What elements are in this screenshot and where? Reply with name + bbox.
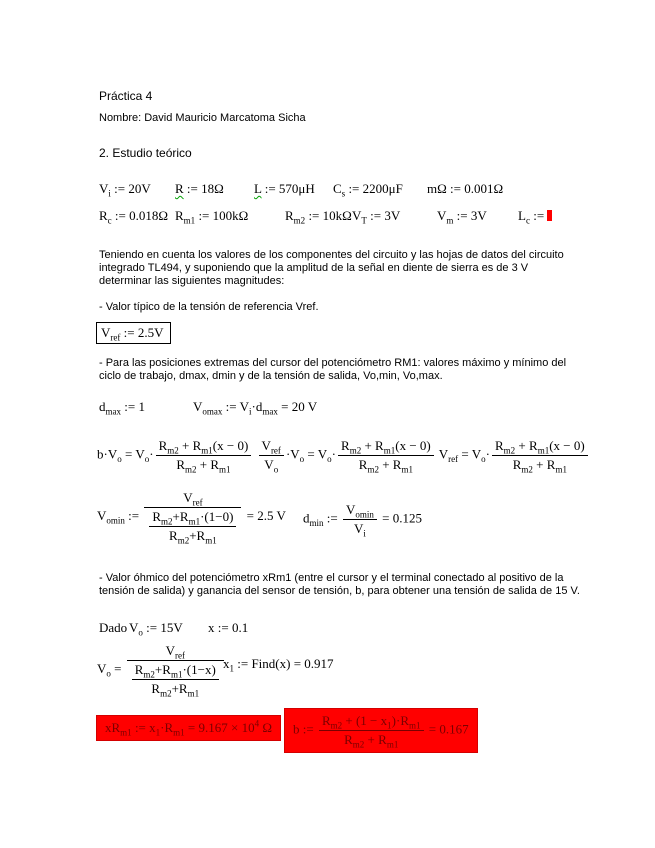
definition-cs[interactable]: $C_s$ := 2200μF — [333, 181, 403, 199]
dado-vo[interactable]: $V_o$ := 15V — [129, 620, 183, 638]
fraction: $\frac{R_{m2} + R_{m1}(x - 0)}{R_{m2} + R_{m1}}$ — [492, 438, 588, 473]
author-name: Nombre: David Mauricio Marcatoma Sicha — [99, 112, 306, 124]
definition-l[interactable]: L := 570μH — [254, 181, 315, 196]
vref-result-box[interactable]: $V_{ref}$ := 2.5V — [96, 322, 171, 344]
fraction: $\frac{R_{m2} + R_{m1}(x - 0)}{R_{m2} + R_{m1}}$ — [338, 438, 434, 473]
equation-b-vo-chain[interactable]: $b\cdot V_o = V_o\cdot$ $\frac{R_{m2} + R_{m1}(x - 0)}{R_{m2} + R_{m1}}$ $\frac{V_{ref}}{V_o}$ $\cdot V_o = V_o\cdot$ $\frac{R_{m2} + R_{m1}(x - 0)}{R_{m2} + R_{m1}}$ $V_{ref} = V_o\cdot$ $\frac{R_{m2} + R_{m1}(x - 0)}{R_{m2} + R_{m1}}$ — [97, 438, 590, 473]
definition-vt[interactable]: $V_T$ := 3V — [352, 208, 401, 226]
bullet-xrm1: - Valor óhmico del potenciómetro xRm1 (entre el cursor y el terminal conectado al positivo de la tensión de salida) y ganancia del sensor de tensión, b, para obtener una tensión de salida de 15 V. — [99, 572, 580, 597]
equation-vo-solve[interactable]: $V_o$ = $\frac{V_{ref}}{\frac{R_{m2}+R_{m1}\cdot(1-x)}{R_{m2}+R_{m1}}}$ — [97, 643, 226, 697]
fraction: $\frac{R_{m2} + R_{m1}(x - 0)}{R_{m2} + R_{m1}}$ — [156, 438, 252, 473]
page-title: Práctica 4 — [99, 89, 153, 103]
fraction: $\frac{V_{ref}}{\frac{R_{m2}+R_{m1}\cdot(1-x)}{R_{m2}+R_{m1}}}$ — [127, 643, 224, 697]
dado-x[interactable]: x := 0.1 — [208, 620, 249, 635]
equation-vomax[interactable]: $V_{omax}$ := $V_i\cdot d_{max} = 20$ V — [193, 399, 318, 417]
result-xrm1-highlight[interactable]: $xR_{m1}$ := $x_1\cdot R_{m1} = 9.167 \times 10^4$ Ω — [96, 715, 281, 741]
empty-placeholder[interactable] — [547, 210, 552, 221]
fraction: $\frac{V_{ref}}{\frac{R_{m2}+R_{m1}\cdot(1-0)}{R_{m2}+R_{m1}}}$ — [144, 490, 241, 544]
fraction: $\frac{R_{m2}+R_{m1}\cdot(1-0)}{R_{m2}+R_{m1}}$ — [149, 509, 236, 544]
definition-mohm[interactable]: mΩ := 0.001Ω — [427, 181, 504, 196]
bullet-vref: - Valor típico de la tensión de referencia Vref. — [99, 301, 319, 313]
definition-vi[interactable]: $V_i$ := 20V — [99, 181, 151, 199]
dado-keyword: Dado — [99, 620, 128, 635]
fraction: $\frac{R_{m2} + (1 - x_1)\cdot R_{m1}}{R_{m2} + R_{m1}}$ — [319, 713, 424, 748]
definition-lc-incomplete[interactable]: $L_c$ := — [518, 208, 552, 224]
definition-r[interactable]: R := 18Ω — [175, 181, 224, 196]
fraction: $\frac{V_{ref}}{V_o}$ — [259, 438, 284, 473]
equation-x1-find[interactable]: $x_1$ := Find(x) = 0.917 — [223, 656, 334, 674]
intro-paragraph: Teniendo en cuenta los valores de los componentes del circuito y las hojas de datos del circuito integrado TL494, y suponiendo que la amplitud de la señal en diente de sierra es de 3 V determinar las siguientes magnitudes: — [99, 249, 564, 287]
fraction: $\frac{R_{m2}+R_{m1}\cdot(1-x)}{R_{m2}+R_{m1}}$ — [132, 662, 219, 697]
section-heading: 2. Estudio teórico — [99, 146, 192, 160]
equation-dmin[interactable]: $d_{min}$ := $\frac{V_{omin}}{V_i}$ = 0.125 — [303, 502, 422, 539]
definition-rm2[interactable]: $R_{m2}$ := 10kΩ — [285, 208, 352, 226]
definition-rc[interactable]: $R_c$ := 0.018Ω — [99, 208, 169, 226]
equation-vomin[interactable]: $V_{omin}$ := $\frac{V_{ref}}{\frac{R_{m2}+R_{m1}\cdot(1-0)}{R_{m2}+R_{m1}}}$ = 2.5 V — [97, 490, 286, 546]
bullet-potentiometer: - Para las posiciones extremas del cursor del potenciómetro RM1: valores máximo y mínimo del ciclo de trabajo, dmax, dmin y de la tensión de salida, Vo,min, Vo,max. — [99, 357, 567, 382]
definition-rm1[interactable]: $R_{m1}$ := 100kΩ — [175, 208, 249, 226]
fraction: $\frac{V_{omin}}{V_i}$ — [343, 502, 377, 537]
definition-vm[interactable]: $V_m$ := 3V — [437, 208, 487, 226]
result-b-highlight[interactable]: b := $\frac{R_{m2} + (1 - x_1)\cdot R_{m1}}{R_{m2} + R_{m1}}$ = 0.167 — [284, 708, 478, 753]
equation-dmax[interactable]: $d_{max}$ := 1 — [99, 399, 145, 417]
